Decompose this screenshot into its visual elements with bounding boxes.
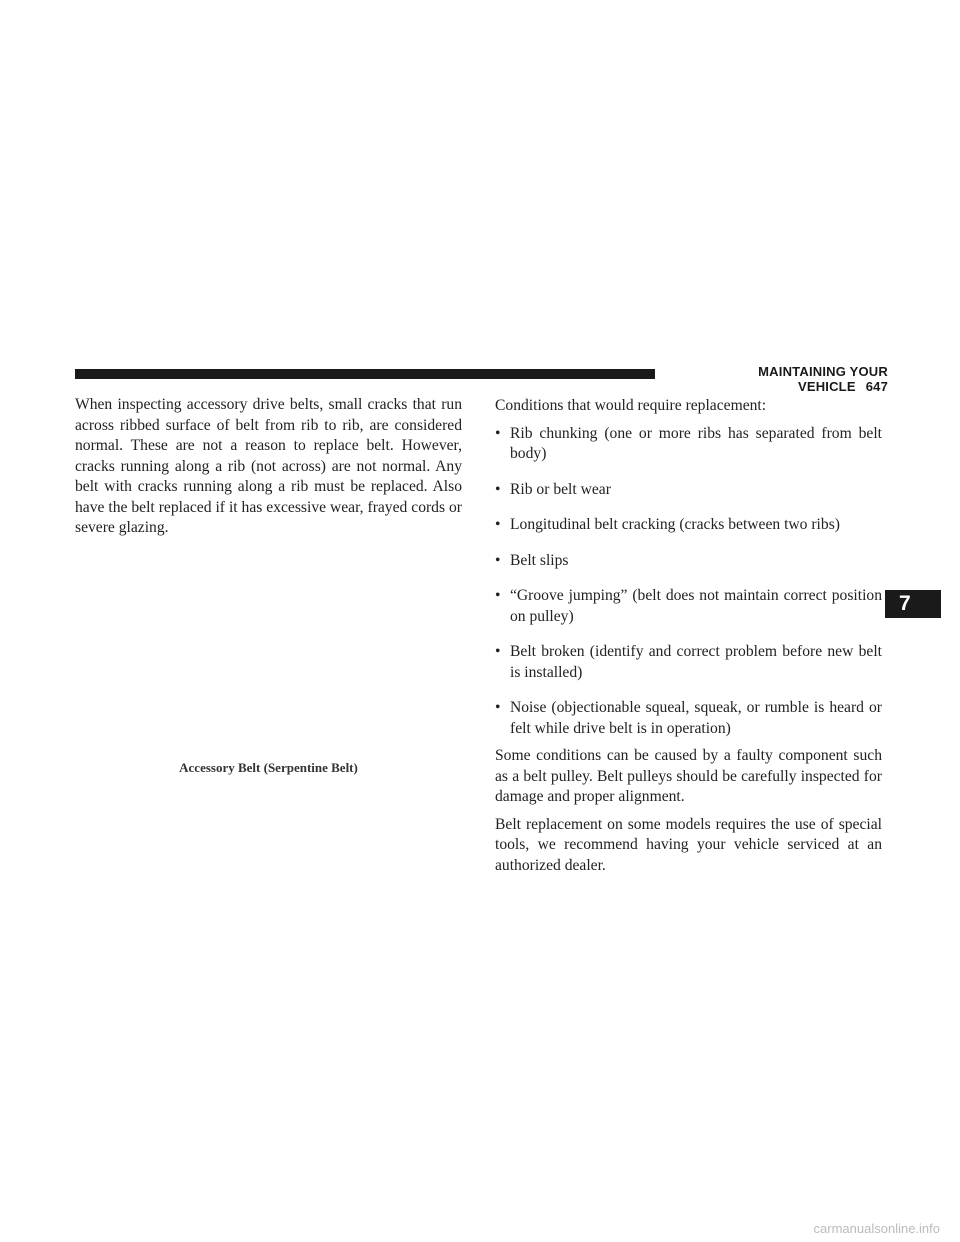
footer-watermark: carmanualsonline.info <box>813 1221 940 1236</box>
header-rule-bar <box>75 369 655 379</box>
chapter-number: 7 <box>899 592 911 615</box>
bullet-icon: • <box>495 699 501 716</box>
chapter-tab <box>885 590 941 618</box>
list-item: • Belt slips <box>495 551 882 572</box>
list-item: • Noise (objectionable squeal, squeak, or rumble is heard or felt while drive belt is in operation) <box>495 699 882 737</box>
list-item: • Rib or belt wear <box>495 480 882 501</box>
body-paragraph: When inspecting accessory drive belts, small cracks that run across ribbed surface of belt from rib to rib, are considered normal. These are not a reason to replace belt. However, cracks running along a rib (not across) are not normal. Any belt with cracks running along a rib must be replaced. Also have the belt replaced if it has excessive wear, frayed cords or severe glazing. <box>75 396 462 536</box>
bullet-icon: • <box>495 587 501 604</box>
body-paragraph: Belt replacement on some models requires the use of special tools, we recommend having your vehicle serviced at an authorized dealer. <box>495 815 882 874</box>
list-intro: Conditions that would require replacement: <box>495 397 767 414</box>
left-column <box>75 395 462 539</box>
list-item: • “Groove jumping” (belt does not maintain correct position on pulley) <box>495 587 882 625</box>
section-title: MAINTAINING YOUR VEHICLE <box>758 364 888 394</box>
bullet-icon: • <box>495 551 501 569</box>
right-column <box>495 396 882 883</box>
list-item: • Rib chunking (one or more ribs has separated from belt body) <box>495 424 882 462</box>
list-item: • Belt broken (identify and correct problem before new belt is installed) <box>495 643 882 681</box>
page-number: 647 <box>865 379 888 394</box>
body-paragraph: Some conditions can be caused by a faulty component such as a belt pulley. Belt pulleys should be carefully inspected for damage and proper alignment. <box>495 747 882 805</box>
list-item: • Longitudinal belt cracking (cracks between two ribs) <box>495 515 882 536</box>
conditions-list <box>495 424 882 740</box>
bullet-icon: • <box>495 424 501 442</box>
bullet-icon: • <box>495 643 501 660</box>
bullet-icon: • <box>495 516 501 533</box>
figure-caption: Accessory Belt (Serpentine Belt) <box>179 760 358 775</box>
page-header <box>668 364 888 394</box>
bullet-icon: • <box>495 480 501 498</box>
